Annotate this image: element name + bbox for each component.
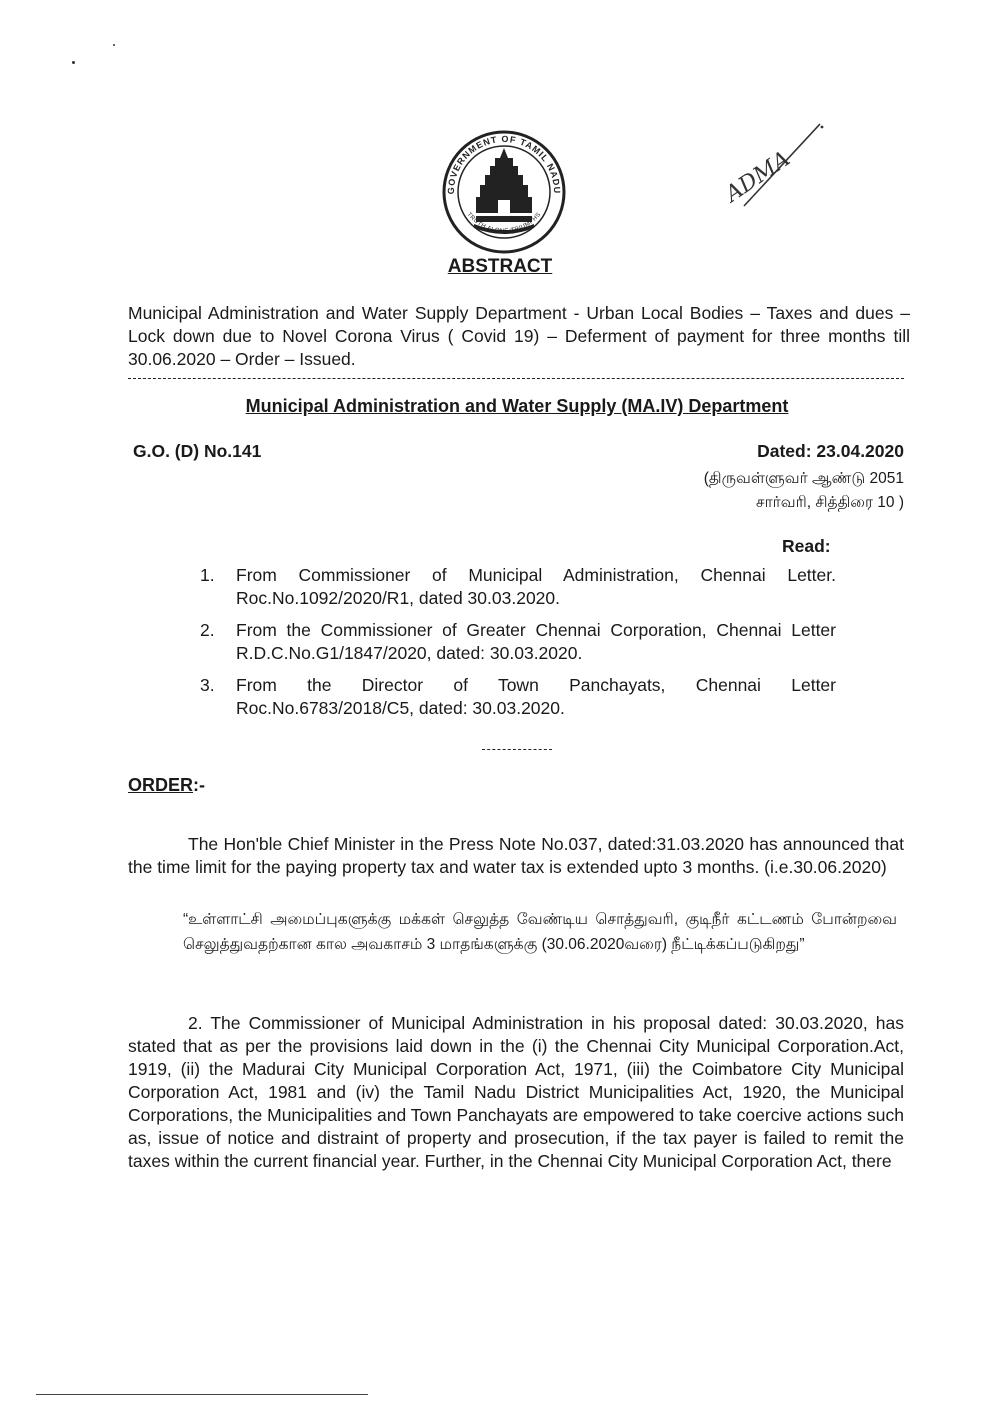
tamil-press-note-quote: “உள்ளாட்சி அமைப்புகளுக்கு மக்கள் செலுத்த வேண்டிய சொத்துவரி, குடிநீர் கட்டணம் போன்றவை செலுத்துவதற்கான கால அவகாசம் 3 மாதங்களுக்கு (30.06.2020வரை) நீட்டிக்கப்படுகிறது” <box>183 911 897 953</box>
tamil-date-line1: (திருவள்ளுவர் ஆண்டு 2051 <box>703 470 904 487</box>
emblem-text-top: GOVERNMENT OF TAMIL NADU <box>445 133 563 195</box>
reference-item <box>200 674 836 720</box>
handwritten-annotation <box>716 114 826 214</box>
abstract-title: ABSTRACT <box>447 256 553 277</box>
department-heading: Municipal Administration and Water Supply (MA.IV) Department <box>245 396 789 416</box>
order-label-suffix: :- <box>193 775 206 795</box>
handwritten-note-text: ADMA <box>721 146 795 208</box>
scan-speck <box>113 44 115 46</box>
order-paragraph-1: The Hon'ble Chief Minister in the Press Note No.037, dated:31.03.2020 has announced that the time limit for the paying property tax and water tax is extended upto 3 months. (i.e.30.06.2020) <box>128 834 904 877</box>
reference-number: 3. <box>200 675 215 695</box>
tamil-nadu-emblem-seal <box>440 128 568 256</box>
order-label: ORDER <box>128 775 194 795</box>
go-number: G.O. (D) No.141 <box>133 441 262 461</box>
read-label: Read: <box>782 536 831 556</box>
svg-text:TRUTH ALONE TRIUMPHS <box>466 212 543 235</box>
reference-text: From the Director of Town Panchayats, Chennai Letter Roc.No.6783/2018/C5, dated: 30.03.2020. <box>236 675 836 718</box>
reference-number: 2. <box>200 620 215 640</box>
section-separator <box>482 749 552 750</box>
divider-rule <box>128 378 904 379</box>
reference-text: From Commissioner of Municipal Administration, Chennai Letter. Roc.No.1092/2020/R1, dated 30.03.2020. <box>236 565 836 608</box>
reference-item <box>200 619 836 665</box>
dated: Dated: 23.04.2020 <box>757 441 904 461</box>
order-paragraph-2: 2. The Commissioner of Municipal Administration in his proposal dated: 30.03.2020, has stated that as per the provisions laid down in the (i) the Chennai City Municipal Corporation.Act, 1919, (ii) the Madurai City Municipal Corporation Act, 1971, (iii) the Coimbatore City Municipal Corporation Act, 1981 and (iv) the Tamil Nadu District Municipalities Act, 1920, the Municipal Corporations, the Municipalities and Town Panchayats are empowered to take coercive actions such as, issue of notice and distraint of property and prosecution, if the tax payer is failed to remit the taxes within the current financial year. Further, in the Chennai City Municipal Corporation Act, there <box>128 1013 904 1171</box>
tamil-date <box>704 467 904 515</box>
reference-text: From the Commissioner of Greater Chennai Corporation, Chennai Letter R.D.C.No.G1/1847/2020, dated: 30.03.2020. <box>236 620 836 663</box>
emblem-text-bottom: TRUTH ALONE TRIUMPHS <box>465 211 543 235</box>
reference-number: 1. <box>200 565 215 585</box>
abstract-subject: Municipal Administration and Water Supply Department - Urban Local Bodies – Taxes and dues – Lock down due to Novel Corona Virus ( Covid 19) – Deferment of payment for three months till 30.06.2020 – Order – Issued. <box>128 303 910 369</box>
scan-speck <box>72 61 75 64</box>
reference-item <box>200 564 836 610</box>
tamil-date-line2: சார்வரி, சித்திரை 10 ) <box>755 494 904 511</box>
order-heading <box>128 775 205 796</box>
reference-list <box>200 564 836 729</box>
footer-rule <box>36 1394 368 1395</box>
